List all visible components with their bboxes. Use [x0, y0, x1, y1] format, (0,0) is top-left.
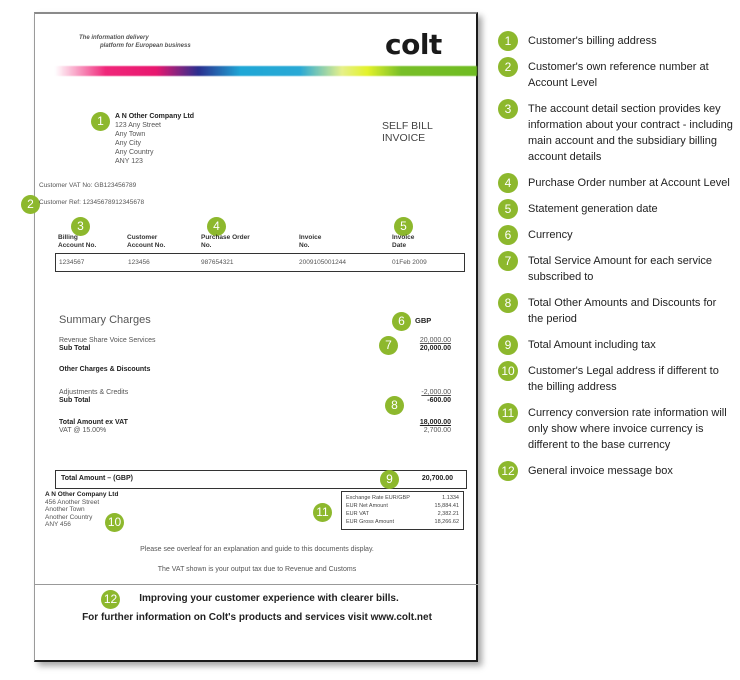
document-type-line-2: INVOICE — [382, 132, 426, 144]
purchase-order-value: 987654321 — [201, 259, 234, 266]
legend-item — [498, 33, 734, 49]
exchange-label: Exchange Rate EUR/GBP — [346, 495, 410, 501]
header-line: Account No. — [127, 242, 166, 249]
footer-line-1: Improving your customer experience with clearer bills. — [139, 593, 399, 604]
header-billing-account — [58, 234, 96, 250]
vat-amount: 2,700.00 — [423, 427, 451, 434]
total-amount-value: 20,700.00 — [421, 475, 453, 482]
legend-text: Currency conversion rate information will only show where invoice currency is different to the base currency — [528, 407, 727, 451]
total-ex-vat-label: Total Amount ex VAT — [59, 419, 128, 426]
billing-address-line: 123 Any Street — [115, 122, 161, 129]
invoice-number-value: 2009105001244 — [299, 259, 346, 266]
legend-badge: 3 — [498, 99, 518, 119]
legend-badge: 10 — [498, 361, 518, 381]
legend-badge: 5 — [498, 199, 518, 219]
adjustments-amount: -2,000.00 — [421, 389, 451, 396]
footer-line-2: For further information on Colt's products and services visit www.colt.net — [82, 612, 432, 623]
legend-badge: 7 — [498, 251, 518, 271]
invoice-date-value: 01Feb 2009 — [392, 259, 427, 266]
exchange-value: 15,884.41 — [434, 503, 459, 509]
footer-divider — [34, 584, 478, 585]
header-line: Invoice — [392, 234, 415, 241]
customer-reference: Customer Ref: 12345678912345678 — [39, 199, 145, 206]
legal-address-line: Another Country — [45, 513, 93, 521]
legend-badge: 8 — [498, 293, 518, 313]
billing-company-name: A N Other Company Ltd — [115, 113, 195, 120]
header-line: Account No. — [58, 242, 97, 249]
legend-text: Total Other Amounts and Discounts for the period — [528, 297, 717, 325]
document-type-line-1: SELF BILL — [382, 120, 433, 132]
exchange-label: EUR VAT — [346, 511, 370, 517]
legend-item — [498, 337, 734, 353]
legend-badge: 9 — [498, 335, 518, 355]
billing-address-line: ANY 123 — [115, 158, 143, 165]
exchange-row — [346, 494, 459, 502]
tagline — [79, 34, 191, 50]
vat-note: The VAT shown is your output tax due to Revenue and Customs — [157, 566, 357, 573]
legend-item — [498, 253, 734, 285]
legend-item — [498, 463, 734, 479]
invoice-document — [27, 12, 478, 662]
legend-badge: 12 — [498, 461, 518, 481]
currency-label: GBP — [415, 316, 432, 325]
legend-text: Statement generation date — [528, 203, 658, 215]
legend-item — [498, 405, 734, 453]
header-purchase-order — [201, 234, 250, 250]
exchange-row — [346, 510, 459, 518]
subtotal-amount: 20,000.00 — [419, 345, 451, 352]
legend-text: General invoice message box — [528, 465, 673, 477]
legend-text: Customer's billing address — [528, 35, 657, 47]
callout-badge-9: 9 — [380, 470, 399, 489]
callout-badge-4: 4 — [207, 217, 226, 236]
callout-badge-12: 12 — [101, 590, 120, 609]
total-amount-label: Total Amount – (GBP) — [61, 475, 133, 482]
total-ex-vat-amount: 18,000.00 — [419, 419, 451, 426]
header-customer-account — [127, 234, 165, 250]
callout-badge-3: 3 — [71, 217, 90, 236]
legal-address-line: Another Town — [45, 506, 85, 513]
billing-address-line: Any Country — [115, 149, 154, 156]
legend-text: Currency — [528, 229, 573, 241]
callout-legend — [498, 33, 734, 489]
adjustments-label: Adjustments & Credits — [59, 389, 129, 396]
legal-address-line: 456 Another Street — [45, 498, 100, 506]
tagline-line-1: The information delivery — [79, 35, 149, 41]
other-charges-heading: Other Charges & Discounts — [59, 366, 151, 373]
overleaf-note: Please see overleaf for an explanation and guide to this documents display. — [140, 546, 374, 553]
legend-text: Purchase Order number at Account Level — [528, 177, 730, 189]
legend-badge: 1 — [498, 31, 518, 51]
document-type — [382, 120, 433, 144]
header-line: No. — [201, 242, 212, 249]
billing-account-value: 1234567 — [59, 259, 85, 266]
service-label: Revenue Share Voice Services — [59, 337, 156, 344]
callout-badge-8: 8 — [385, 396, 404, 415]
legend-item — [498, 227, 734, 243]
billing-address — [115, 112, 194, 166]
legend-text: The account detail section provides key information about your contract - including main account and the subsidiary billing account details — [528, 103, 733, 163]
exchange-row — [346, 502, 459, 510]
callout-badge-6: 6 — [392, 312, 411, 331]
legal-address-line: ANY 456 — [45, 521, 71, 528]
legend-text: Total Service Amount for each service subscribed to — [528, 255, 713, 283]
callout-badge-7: 7 — [379, 336, 398, 355]
legend-badge: 11 — [498, 403, 518, 423]
header-line: Date — [392, 242, 407, 249]
exchange-rate-box — [341, 491, 464, 530]
legend-text: Customer's Legal address if different to the billing address — [528, 365, 719, 393]
header-line: Customer — [127, 234, 158, 241]
legend-text: Customer's own reference number at Account Level — [528, 61, 709, 89]
legend-badge: 6 — [498, 225, 518, 245]
legend-item — [498, 101, 734, 165]
callout-badge-11: 11 — [313, 503, 332, 522]
exchange-value: 1.1334 — [442, 495, 459, 501]
exchange-label: EUR Gross Amount — [346, 519, 394, 525]
header-line: Purchase Order — [201, 234, 250, 241]
header-line: Billing — [58, 234, 78, 241]
customer-vat-number: Customer VAT No: GB123456789 — [39, 182, 137, 189]
legend-badge: 4 — [498, 173, 518, 193]
billing-address-line: Any Town — [115, 131, 146, 138]
legend-item — [498, 175, 734, 191]
subtotal-amount: -600.00 — [427, 397, 451, 404]
colt-logo: colt — [385, 28, 442, 61]
legend-text: Total Amount including tax — [528, 339, 656, 351]
callout-badge-2: 2 — [21, 195, 40, 214]
callout-badge-10: 10 — [105, 513, 124, 532]
callout-badge-1: 1 — [91, 112, 110, 131]
header-line: No. — [299, 242, 310, 249]
callout-badge-5: 5 — [394, 217, 413, 236]
legend-item — [498, 363, 734, 395]
vat-label: VAT @ 15.00% — [59, 427, 107, 434]
billing-address-line: Any City — [115, 140, 142, 147]
legend-item — [498, 201, 734, 217]
legend-item — [498, 295, 734, 327]
tagline-line-2: platform for European business — [100, 43, 191, 49]
exchange-value: 18,266.62 — [434, 519, 459, 525]
subtotal-label: Sub Total — [59, 345, 91, 352]
exchange-value: 2,382.21 — [437, 511, 459, 517]
legal-company-name: A N Other Company Ltd — [45, 491, 119, 498]
brand-color-stripe — [55, 66, 477, 76]
legend-badge: 2 — [498, 57, 518, 77]
exchange-row — [346, 518, 459, 526]
header-invoice-number — [299, 234, 321, 250]
exchange-label: EUR Net Amount — [346, 503, 388, 509]
service-amount: 20,000.00 — [419, 337, 451, 344]
header-line: Invoice — [299, 234, 322, 241]
header-invoice-date — [392, 234, 414, 250]
legend-item — [498, 59, 734, 91]
summary-title: Summary Charges — [59, 314, 151, 326]
subtotal-label: Sub Total — [59, 397, 91, 404]
customer-account-value: 123456 — [128, 259, 150, 266]
